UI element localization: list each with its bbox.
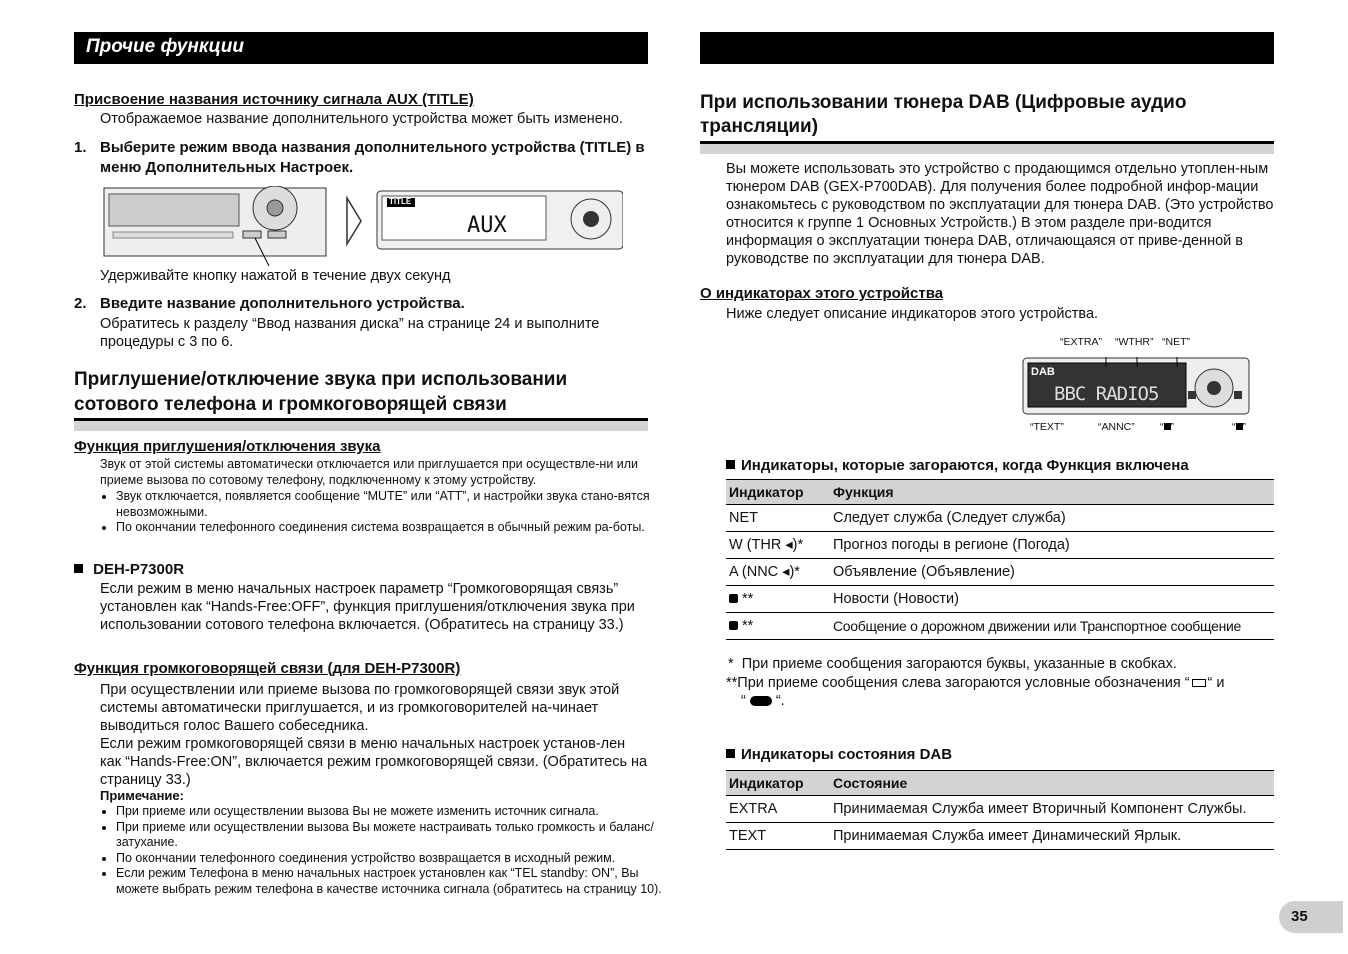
table1-title: Индикаторы, которые загораются, когда Функция включена [741, 457, 1189, 474]
footnote-1-text: При приеме сообщения загораются буквы, указанные в скобках. [741, 656, 1177, 672]
indicator-cell: ** [738, 591, 754, 607]
footnote-2-line2 [741, 692, 785, 710]
table-row [726, 796, 1274, 823]
dab-display-text: BBC RADIO5 [1054, 383, 1159, 405]
model-heading [74, 560, 184, 580]
display-aux-label: AUX [467, 213, 507, 238]
mute-bullets [100, 489, 664, 536]
table-row [726, 532, 1274, 559]
news-icon [1164, 423, 1171, 430]
note-item: • При приеме или осуществлении вызова Вы можете настраивать только громкость и баланс/затухание. [116, 820, 664, 851]
step2-text: Введите название дополнительного устройства. [100, 295, 465, 312]
label-news-quote-open: “ [1160, 421, 1164, 433]
table1-header-function: Функция [830, 480, 1274, 505]
label-annc: “ANNC” [1098, 421, 1135, 433]
function-cell: Новости (Новости) [830, 586, 1274, 613]
mute-bullet: • Звук отключается, появляется сообщение “MUTE” или “ATT”, и настройки звука стано-вятся невозможными. [116, 489, 664, 520]
footnote-2-text-c: “ [741, 693, 746, 709]
step1-number: 1. [74, 139, 87, 156]
footnote-1-mark: * [728, 656, 734, 672]
note-item: • При приеме или осуществлении вызова Вы не можете изменить источник сигнала. [116, 804, 664, 820]
note-title: Примечание: [100, 788, 184, 803]
label-traffic-icon [1232, 421, 1246, 433]
news-icon [729, 594, 738, 603]
label-news-quote-close: ” [1170, 421, 1174, 433]
mute-function-subtitle: Функция приглушения/отключения звука [74, 438, 381, 455]
dab-label: DAB [1031, 366, 1055, 378]
traffic-icon [729, 621, 738, 630]
mute-function-text: Звук от этой системы автоматически отключается или приглушается при осуществле-ни или приеме вызова по сотовому телефону, подключенному к этому устройству. [100, 457, 639, 487]
indicators-subtitle: О индикаторах этого устройства [700, 285, 944, 302]
label-traffic-quote-open: “ [1232, 421, 1236, 433]
handsfree-subtitle: Функция громкоговорящей связи (для DEH-P7300R) [74, 660, 461, 677]
traffic-icon [1236, 423, 1243, 430]
indicators-table [726, 479, 1274, 640]
table1-header-indicator: Индикатор [726, 480, 830, 505]
step2-number: 2. [74, 295, 87, 312]
mute-bullet: • По окончании телефонного соединения система возвращается в обычный режим ра-боты. [116, 520, 664, 536]
dab-title-line2: трансляции) [700, 116, 819, 137]
square-bullet-icon [726, 749, 735, 758]
square-bullet-icon [74, 564, 83, 573]
square-bullet-icon [726, 460, 735, 469]
car-icon [750, 696, 772, 706]
left-grey-band [74, 421, 648, 431]
indicator-cell: TEXT [726, 823, 830, 850]
label-text: “TEXT” [1030, 421, 1064, 433]
step1-text: Выберите режим ввода названия дополнительного устройства (TITLE) в меню Дополнительных Настроек. [100, 139, 645, 176]
handsfree-text-2: Если режим громкоговорящей связи в меню начальных настроек установ-лен как “Hands-Free:ON”, включается режим громкоговорящей связи. (Обратитесь на страницу 33.) [100, 736, 648, 788]
phone-icon [1192, 679, 1206, 687]
label-extra: “EXTRA” [1060, 336, 1102, 348]
table-row [726, 613, 1274, 640]
note-item: • По окончании телефонного соединения устройство возвращается в исходный режим. [116, 851, 664, 867]
label-net: “NET” [1162, 336, 1190, 348]
table-row [726, 559, 1274, 586]
table2-title: Индикаторы состояния DAB [741, 746, 953, 763]
label-news-icon [1160, 421, 1174, 433]
table-row [726, 505, 1274, 532]
indicator-cell: W (THR ◂)* [726, 532, 830, 559]
footnote-2-text-b: “ и [1207, 675, 1225, 691]
mute-section-title-line1: Приглушение/отключение звука при использовании [74, 369, 568, 390]
mute-section-title-line2: сотового телефона и громкоговорящей связи [74, 394, 507, 415]
footnote-2 [726, 674, 1266, 692]
table2-header-indicator: Индикатор [726, 771, 830, 796]
status-cell: Принимаемая Служба имеет Динамический Ярлык. [830, 823, 1274, 850]
figure-caption: Удерживайте кнопку нажатой в течение двух секунд [100, 268, 451, 284]
page-number: 35 [1291, 908, 1308, 925]
footnote-1 [728, 655, 1177, 673]
note-item: • Если режим Телефона в меню начальных настроек установлен как “TEL standby: ON”, Вы можете выбрать режим телефона в качестве источника сигнала (обратитесь на страницу 10). [116, 866, 664, 897]
display-title-label: TITLE [389, 197, 412, 206]
dab-intro: Вы можете использовать это устройство с продающимся отдельно утоплен-ным тюнером DAB (GEX-P700DAB). Для получения более подробной инфор-мации ознакомьтесь с руководством по эксплуатации для тюнера DAB. (Это устройство относится к группе 1 Основных Устройств.) В этом разделе при-водится информация о эксплуатации тюнера DAB, отличающаяся от приве-денной в руководстве по эксплуатации для тюнера DAB. [726, 161, 1274, 267]
step2-description: Обратитесь к разделу “Ввод названия диска” на странице 24 и выполните процедуры с 3 по 6. [100, 316, 600, 350]
table2-header-status: Состояние [830, 771, 1274, 796]
left-header-title: Прочие функции [86, 36, 244, 57]
indicator-cell: A (NNC ◂)* [726, 559, 830, 586]
table-row [726, 586, 1274, 613]
indicators-intro: Ниже следует описание индикаторов этого устройства. [726, 306, 1099, 322]
aux-intro: Отображаемое название дополнительного устройства может быть изменено. [100, 111, 623, 127]
table1-heading [726, 456, 1189, 476]
dab-title-line1: При использовании тюнера DAB (Цифровые аудио [700, 92, 1187, 113]
head-unit-illustration [103, 186, 623, 266]
function-cell: Прогноз погоды в регионе (Погода) [830, 532, 1274, 559]
note-list [100, 804, 664, 897]
footnote-2-text-d: “. [775, 693, 785, 709]
footnote-2-mark: ** [726, 675, 738, 691]
model-text: Если режим в меню начальных настроек параметр “Громкоговорящая связь” установлен как “Hands-Free:OFF”, функция приглушения/отключения звука при использовании сотового телефона включается. (Обратитесь на страницу 33.) [100, 581, 635, 633]
left-header-bar [74, 32, 648, 64]
indicator-cell: EXTRA [726, 796, 830, 823]
table-row [726, 823, 1274, 850]
function-cell: Объявление (Объявление) [830, 559, 1274, 586]
section-title-aux: Присвоение названия источнику сигнала AUX (TITLE) [74, 91, 474, 108]
status-cell: Принимаемая Служба имеет Вторичный Компонент Службы. [830, 796, 1274, 823]
function-cell: Следует служба (Следует служба) [830, 505, 1274, 532]
dab-display-figure [1020, 333, 1270, 438]
head-unit-figure [103, 186, 623, 266]
dab-status-table [726, 770, 1274, 850]
handsfree-text-1: При осуществлении или приеме вызова по громкоговорящей связи звук этой системы автоматически приглушается, и из громкоговорителей на-чинает выводиться голос Вашего собеседника. [100, 682, 620, 734]
right-grey-band [700, 144, 1274, 154]
footnote-2-text-a: При приеме сообщения слева загораются условные обозначения “ [737, 675, 1190, 691]
label-traffic-quote-close: ” [1242, 421, 1246, 433]
page-number-badge [1279, 901, 1343, 933]
indicator-cell: NET [726, 505, 830, 532]
function-cell: Сообщение о дорожном движении или Транспортное сообщение [830, 613, 1274, 640]
right-header-bar [700, 32, 1274, 64]
model-name: DEH-P7300R [93, 561, 185, 578]
indicator-cell: ** [738, 618, 754, 634]
label-wthr: “WTHR” [1115, 336, 1154, 348]
table2-heading [726, 745, 952, 765]
